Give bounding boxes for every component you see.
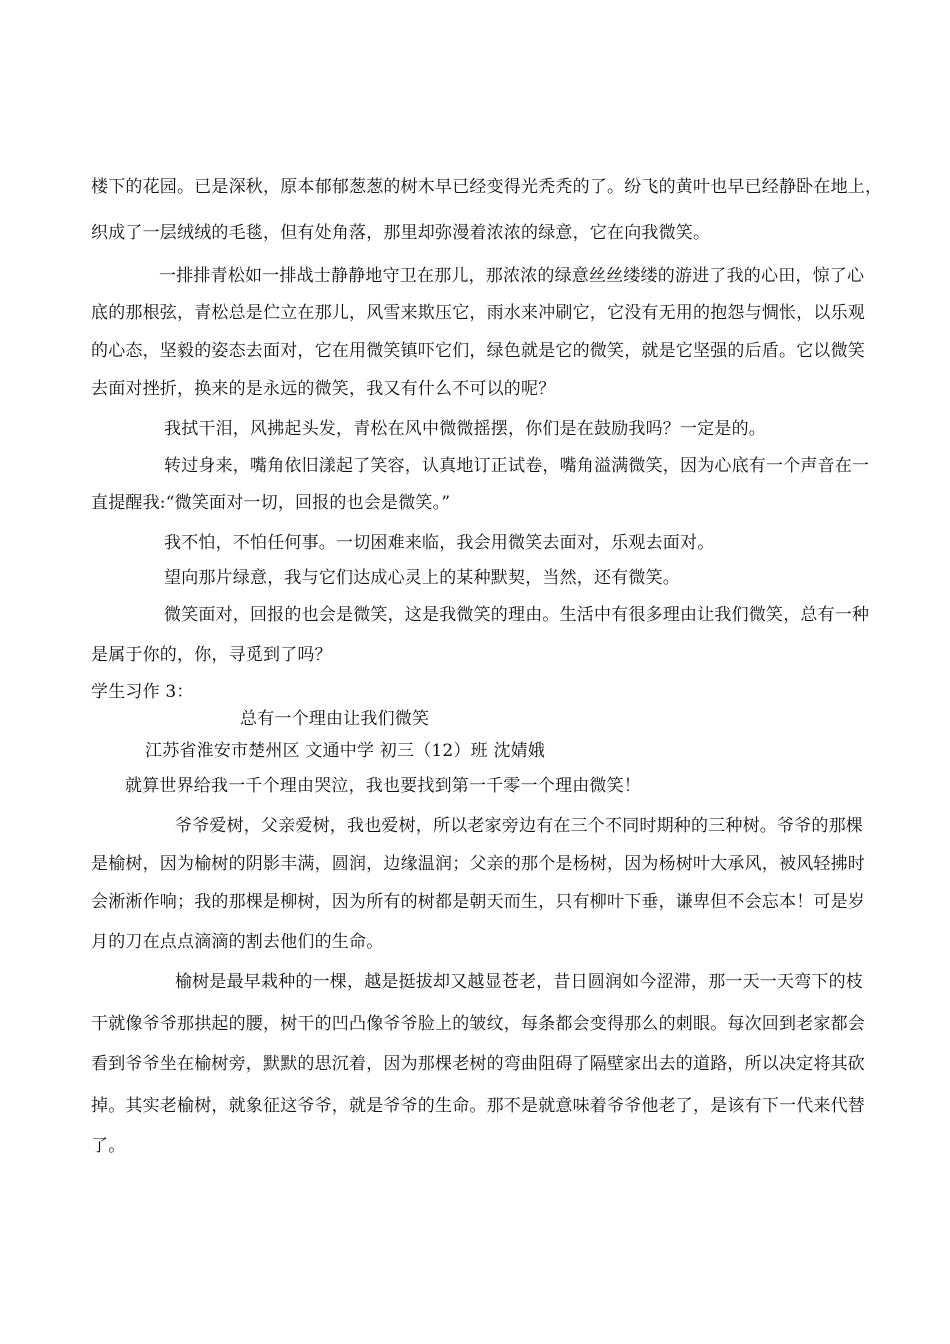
- paragraph-line: 底的那根弦，青松总是伫立在那儿，风雪来欺压它，雨水来冲刷它，它没有无用的抱怨与惆怅，以乐观: [91, 303, 865, 323]
- paragraph-line: 看到爷爷坐在榆树旁，默默的思沉着，因为那棵老树的弯曲阻碍了隔壁家出去的道路，所以决定将其砍: [91, 1054, 865, 1074]
- paragraph-line: 转过身来，嘴角依旧漾起了笑容，认真地订正试卷，嘴角溢满微笑，因为心底有一个声音在一: [164, 456, 870, 476]
- paragraph-line: 直提醒我:“微笑面对一切，回报的也会是微笑。”: [91, 493, 451, 513]
- paragraph-line: 一排排青松如一排战士静静地守卫在那儿，那浓浓的绿意丝丝缕缕的游进了我的心田，惊了心: [159, 266, 865, 286]
- paragraph-line: 织成了一层绒绒的毛毯，但有处角落，那里却弥漫着浓浓的绿意，它在向我微笑。: [91, 223, 711, 243]
- paragraph-line: 会淅淅作响；我的那棵是柳树，因为所有的树都是朝天而生，只有柳叶下垂，谦卑但不会忘本！可是岁: [91, 892, 865, 912]
- paragraph-line: 望向那片绿意，我与它们达成心灵上的某种默契，当然，还有微笑。: [164, 568, 680, 588]
- paragraph-line: 是属于你的，你，寻觅到了吗？: [91, 645, 332, 665]
- paragraph-line: 是榆树，因为榆树的阴影丰满，圆润，边缘温润；父亲的那个是杨树，因为杨树叶大承风，被风轻拂时: [91, 854, 865, 874]
- paragraph-line: 楼下的花园。已是深秋，原本郁郁葱葱的树木早已经变得光秃秃的了。纷飞的黄叶也早已经静卧在地上，: [91, 177, 883, 197]
- paragraph-line: 的心态，坚毅的姿态去面对，它在用微笑镇吓它们，绿色就是它的微笑，就是它坚强的后盾。它以微笑: [91, 341, 865, 361]
- essay-title: 总有一个理由让我们微笑: [240, 709, 430, 729]
- paragraph-line: 榆树是最早栽种的一棵，越是挺拔却又越显苍老，昔日圆润如今涩滞，那一天一天弯下的枝: [175, 972, 863, 992]
- paragraph-line: 我拭干泪，风拂起头发，青松在风中微微摇摆，你们是在鼓励我吗？一定是的。: [164, 419, 766, 439]
- paragraph-line: 干就像爷爷那拱起的腰，树干的凹凸像爷爷脸上的皱纹，每条都会变得那么的刺眼。每次回到老家都会: [91, 1014, 865, 1034]
- paragraph-line: 微笑面对，回报的也会是微笑，这是我微笑的理由。生活中有很多理由让我们微笑，总有一种: [164, 605, 870, 625]
- paragraph-line: 掉。其实老榆树，就象征这爷爷，就是爷爷的生命。那不是就意味着爷爷他老了，是该有下一代来代替: [91, 1096, 865, 1116]
- section-label: 学生习作 3：: [91, 682, 194, 702]
- author-line: 江苏省淮安市楚州区 文通中学 初三（12）班 沈婧娥: [145, 741, 546, 761]
- paragraph-line: 去面对挫折，换来的是永远的微笑，我又有什么不可以的呢？: [91, 379, 556, 399]
- paragraph-line: 爷爷爱树，父亲爱树，我也爱树，所以老家旁边有在三个不同时期种的三种树。爷爷的那棵: [175, 816, 863, 836]
- paragraph-line: 我不怕，不怕任何事。一切困难来临，我会用微笑去面对，乐观去面对。: [164, 533, 715, 553]
- paragraph-line: 月的刀在点点滴滴的割去他们的生命。: [91, 932, 384, 952]
- paragraph-line: 了。: [91, 1136, 126, 1156]
- paragraph-line: 就算世界给我一千个理由哭泣，我也要找到第一千零一个理由微笑！: [125, 776, 641, 796]
